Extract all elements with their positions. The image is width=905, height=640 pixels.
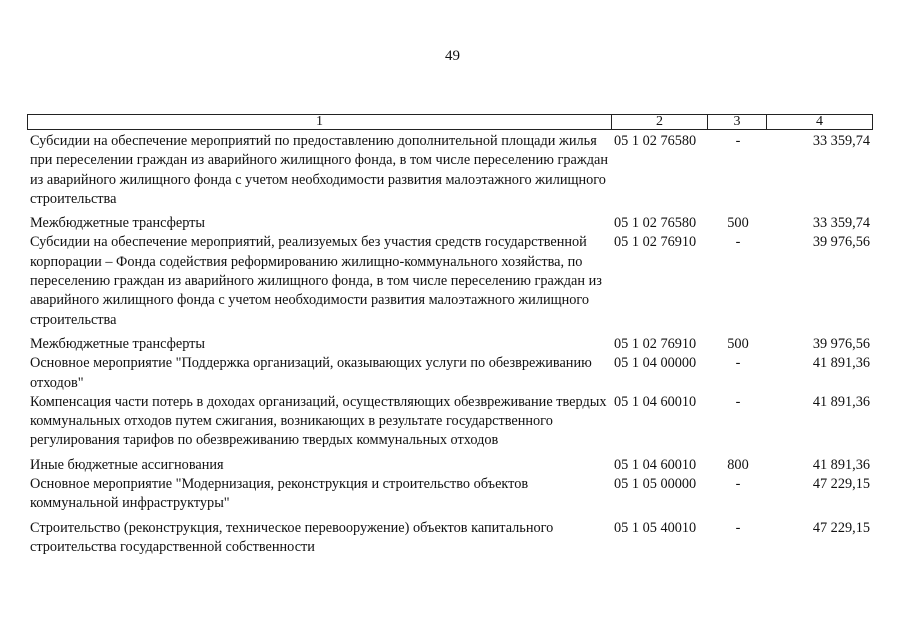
row-type: - [735,476,741,493]
page-number: 49 [445,48,460,64]
row-sum: 41 891,36 [812,393,870,410]
header-col-2: 2 [656,114,663,129]
row-type: - [735,133,741,149]
row-code: 05 1 05 40010 [614,519,697,536]
header-col-1: 1 [316,114,323,129]
row-name: Строительство (реконструкция, техническое перевооружение) объектов капитального строительства государственной собственности [30,519,554,555]
row-type: 500 [727,215,749,232]
row-code: 05 1 02 76580 [614,215,697,232]
row-code: 05 1 04 60010 [614,456,697,473]
row-sum: 41 891,36 [812,355,870,372]
row-sum: 47 229,15 [812,519,870,536]
table-row [27,456,873,475]
header-col-3: 3 [733,114,741,129]
budget-table [27,114,873,557]
row-sum: 41 891,36 [812,456,870,473]
table-row [27,393,873,451]
table-row [27,335,873,354]
row-code: 05 1 05 00000 [614,476,697,493]
table-row [27,132,873,209]
row-sum: 33 359,74 [812,133,870,149]
row-sum: 39 976,56 [812,335,870,352]
row-sum: 39 976,56 [812,234,870,251]
row-type: - [735,355,741,372]
row-type: - [735,519,741,536]
row-type: 500 [727,335,749,352]
table-row [27,233,873,329]
row-name: Межбюджетные трансферты [30,335,206,352]
table-row [27,519,873,558]
row-sum: 33 359,74 [812,215,870,232]
header-col-4: 4 [816,114,823,129]
table-body [27,132,873,557]
row-sum: 47 229,15 [812,476,870,493]
row-name: Субсидии на обеспечение мероприятий, реализуемых без участия средств государственной корпорации – Фонда содействия реформированию жилищно-коммунального хозяйства, по переселению граждан из аварийного жилищного фонда, в том числе переселению граждан из аварийного жилищного фонда с учетом необходимости развития малоэтажного жилищного строительства [30,234,602,328]
row-type: 800 [727,456,749,473]
row-name: Иные бюджетные ассигнования [30,456,224,473]
row-code: 05 1 04 60010 [614,393,697,410]
row-code: 05 1 02 76910 [614,234,697,251]
row-type: - [735,234,741,251]
row-name: Основное мероприятие "Модернизация, реконструкция и строительство объектов коммунальной инфраструктуры" [30,476,529,512]
row-name: Основное мероприятие "Поддержка организаций, оказывающих услуги по обезвреживанию отходов" [30,355,592,391]
table-row [27,214,873,233]
table-row [27,354,873,393]
row-name: Субсидии на обеспечение мероприятий по предоставлению дополнительной площади жилья при переселении граждан из аварийного жилищного фонда, в том числе переселению граждан из аварийного жилищного фонда с учетом необходимости развития малоэтажного жилищного строительства [30,133,608,207]
row-code: 05 1 02 76910 [614,335,697,352]
row-type: - [735,393,741,410]
row-code: 05 1 04 00000 [614,355,697,372]
row-name: Межбюджетные трансферты [30,215,206,232]
table-row [27,475,873,514]
row-code: 05 1 02 76580 [614,133,697,149]
table-header [27,114,873,130]
row-name: Компенсация части потерь в доходах организаций, осуществляющих обезвреживание твердых коммунальных отходов путем сжигания, возникающих в результате государственного регулирования тарифов по обезвреживанию твердых коммунальных отходов [30,393,607,449]
